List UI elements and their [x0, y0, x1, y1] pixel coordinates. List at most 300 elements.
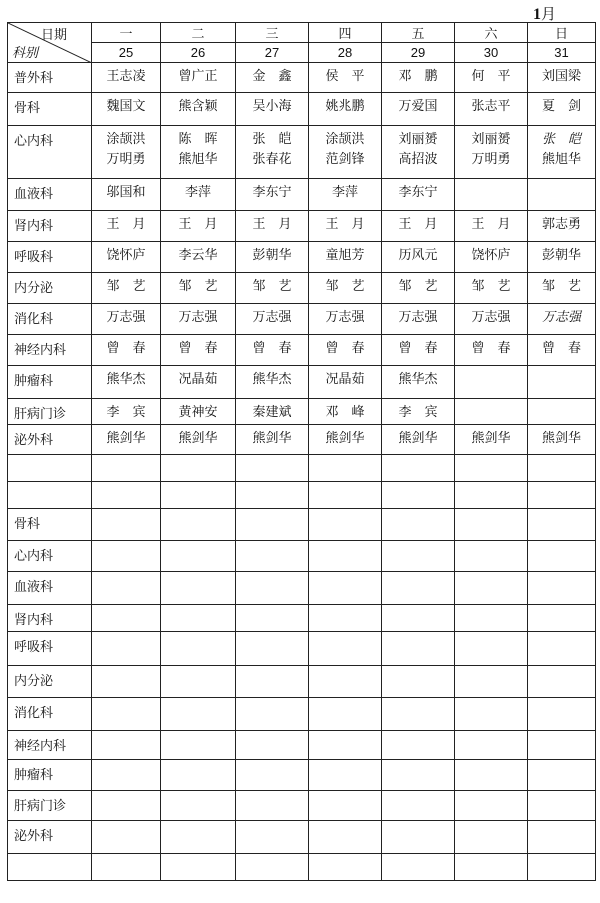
doctor-name: 张志平: [471, 99, 511, 114]
month-label: [533, 3, 556, 24]
duty-cell: [161, 605, 236, 632]
date-cell: 28: [309, 43, 382, 63]
duty-cell: [382, 572, 455, 605]
doctor-name: [161, 513, 235, 533]
roster-row: [8, 242, 596, 273]
doctor-name: [528, 403, 595, 423]
duty-cell: [528, 399, 596, 425]
duty-cell: [528, 698, 596, 731]
doctor-name: 万志强: [325, 310, 365, 325]
department-cell: 心内科: [8, 126, 92, 179]
duty-cell: [92, 211, 161, 242]
doctor-name: 彭朝华: [541, 248, 581, 263]
roster-row: [8, 482, 596, 509]
duty-cell: [92, 93, 161, 126]
duty-cell: [161, 666, 236, 698]
doctor-name: [309, 858, 381, 878]
doctor-name: [161, 795, 235, 815]
doctor-name: 刘丽赟: [471, 132, 511, 147]
doctor-name: [161, 858, 235, 878]
duty-cell: [455, 698, 528, 731]
doctor-name: [236, 636, 308, 656]
duty-cell: [236, 632, 309, 666]
doctor-name: 邓 鹏: [398, 69, 438, 84]
duty-cell: [161, 760, 236, 791]
duty-cell: [382, 399, 455, 425]
duty-cell: [455, 854, 528, 881]
department-cell: 消化科: [8, 698, 92, 731]
duty-cell: [161, 304, 236, 335]
doctor-name: [92, 858, 160, 878]
duty-cell: [528, 572, 596, 605]
doctor-name: 秦建斌: [252, 405, 292, 420]
duty-cell: [455, 632, 528, 666]
doctor-name: 王 月: [398, 217, 438, 232]
department-cell: 神经内科: [8, 335, 92, 366]
department-cell: 呼吸科: [8, 242, 92, 273]
doctor-name: [455, 735, 527, 755]
doctor-name: 范剑锋: [325, 152, 365, 167]
duty-cell: [309, 366, 382, 399]
department-cell: 心内科: [8, 541, 92, 572]
doctor-name: [309, 735, 381, 755]
roster-row: [8, 425, 596, 455]
doctor-name: [236, 513, 308, 533]
roster-row: [8, 572, 596, 605]
department-cell: 肝病门诊: [8, 399, 92, 425]
duty-cell: [455, 760, 528, 791]
doctor-name: 刘国梁: [541, 69, 581, 84]
doctor-name: [528, 459, 595, 479]
doctor-name: [382, 735, 454, 755]
roster-row: [8, 399, 596, 425]
doctor-name: [161, 764, 235, 784]
doctor-name: [455, 370, 527, 390]
duty-cell: [382, 509, 455, 541]
month-unit: 月: [540, 5, 556, 23]
duty-cell: [309, 126, 382, 179]
duty-cell: [236, 509, 309, 541]
doctor-name: 曾 春: [541, 341, 581, 356]
doctor-name: 曾 春: [398, 341, 438, 356]
duty-cell: [309, 821, 382, 854]
duty-cell: [382, 791, 455, 821]
duty-cell: [528, 605, 596, 632]
doctor-name: [236, 702, 308, 722]
doctor-name: 邹 艺: [252, 279, 292, 294]
duty-cell: [236, 605, 309, 632]
doctor-name: 邹 艺: [325, 279, 365, 294]
department-cell: [8, 854, 92, 881]
duty-cell: [236, 698, 309, 731]
doctor-name: [455, 513, 527, 533]
duty-cell: [309, 572, 382, 605]
weekday-cell: 五: [382, 23, 455, 43]
doctor-name: 陈 晖: [178, 132, 218, 147]
doctor-name: [309, 795, 381, 815]
duty-cell: [455, 821, 528, 854]
duty-cell: [92, 698, 161, 731]
department-cell: 血液科: [8, 179, 92, 211]
doctor-name: [236, 459, 308, 479]
doctor-name: 李 宾: [398, 405, 438, 420]
doctor-name: 金 鑫: [252, 69, 292, 84]
duty-cell: [382, 698, 455, 731]
doctor-name: [382, 459, 454, 479]
duty-cell: [528, 666, 596, 698]
doctor-name: [161, 825, 235, 845]
duty-cell: [161, 854, 236, 881]
doctor-name: 何 平: [471, 69, 511, 84]
department-cell: 消化科: [8, 304, 92, 335]
doctor-name: 熊剑华: [471, 431, 511, 446]
doctor-name: 饶怀庐: [471, 248, 511, 263]
duty-cell: [161, 632, 236, 666]
duty-cell: [528, 760, 596, 791]
doctor-name: [455, 764, 527, 784]
doctor-name: [382, 702, 454, 722]
duty-cell: [528, 126, 596, 179]
duty-cell: [455, 666, 528, 698]
duty-cell: [455, 304, 528, 335]
duty-cell: [309, 666, 382, 698]
roster-row: [8, 632, 596, 666]
doctor-name: 万爱国: [398, 99, 438, 114]
doctor-name: 熊华杰: [106, 372, 146, 387]
doctor-name: [528, 858, 595, 878]
duty-cell: [236, 455, 309, 482]
doctor-name: 吴小海: [252, 99, 292, 114]
duty-cell: [236, 366, 309, 399]
doctor-name: [382, 545, 454, 565]
duty-cell: [528, 632, 596, 666]
roster-row: [8, 273, 596, 304]
duty-cell: [382, 541, 455, 572]
duty-cell: [455, 93, 528, 126]
duty-cell: [236, 126, 309, 179]
doctor-name: [528, 370, 595, 390]
duty-cell: [528, 273, 596, 304]
doctor-name: 万志强: [541, 310, 581, 325]
doctor-name: [92, 513, 160, 533]
duty-cell: [236, 304, 309, 335]
duty-cell: [382, 211, 455, 242]
doctor-name: [455, 795, 527, 815]
doctor-name: 万志强: [471, 310, 511, 325]
duty-cell: [92, 455, 161, 482]
doctor-name: [382, 576, 454, 596]
doctor-name: [455, 486, 527, 506]
weekday-cell: 六: [455, 23, 528, 43]
doctor-name: 熊华杰: [398, 372, 438, 387]
doctor-name: [161, 609, 235, 629]
doctor-name: [528, 513, 595, 533]
duty-cell: [161, 509, 236, 541]
doctor-name: [92, 825, 160, 845]
doctor-name: [236, 764, 308, 784]
roster-row: [8, 93, 596, 126]
duty-cell: [309, 791, 382, 821]
doctor-name: 李萍: [331, 185, 358, 200]
duty-cell: [236, 273, 309, 304]
duty-cell: [236, 821, 309, 854]
doctor-name: 熊剑华: [252, 431, 292, 446]
doctor-name: [455, 670, 527, 690]
duty-cell: [309, 455, 382, 482]
duty-cell: [382, 605, 455, 632]
duty-cell: [382, 425, 455, 455]
doctor-name: [92, 636, 160, 656]
duty-cell: [455, 366, 528, 399]
doctor-name: [309, 513, 381, 533]
duty-cell: [309, 179, 382, 211]
month-number: 1: [532, 6, 541, 23]
doctor-name: [161, 735, 235, 755]
roster-row: [8, 791, 596, 821]
duty-cell: [309, 760, 382, 791]
duty-cell: [528, 93, 596, 126]
roster-row: [8, 698, 596, 731]
department-cell: 神经内科: [8, 731, 92, 760]
doctor-name: [528, 795, 595, 815]
duty-cell: [236, 541, 309, 572]
department-cell: 血液科: [8, 572, 92, 605]
doctor-name: 邬国和: [106, 185, 146, 200]
doctor-name: 万明勇: [471, 152, 511, 167]
duty-cell: [382, 482, 455, 509]
duty-cell: [92, 242, 161, 273]
doctor-name: [92, 735, 160, 755]
doctor-name: [92, 459, 160, 479]
doctor-name: 万志强: [106, 310, 146, 325]
doctor-name: 熊剑华: [325, 431, 365, 446]
duty-cell: [236, 760, 309, 791]
duty-cell: [92, 425, 161, 455]
duty-cell: [382, 93, 455, 126]
doctor-name: 邓 峰: [325, 405, 365, 420]
doctor-name: [309, 486, 381, 506]
duty-cell: [161, 366, 236, 399]
duty-cell: [161, 211, 236, 242]
doctor-name: 熊剑华: [398, 431, 438, 446]
department-cell: 肾内科: [8, 605, 92, 632]
doctor-name: [309, 702, 381, 722]
doctor-name: 曾广正: [178, 69, 218, 84]
doctor-name: [92, 702, 160, 722]
doctor-name: [161, 702, 235, 722]
roster-row: [8, 666, 596, 698]
doctor-name: 彭朝华: [252, 248, 292, 263]
roster-row: [8, 760, 596, 791]
doctor-name: [161, 545, 235, 565]
doctor-name: [92, 486, 160, 506]
doctor-name: [528, 735, 595, 755]
duty-cell: [236, 211, 309, 242]
doctor-name: [309, 636, 381, 656]
department-cell: 肝病门诊: [8, 791, 92, 821]
doctor-name: [528, 609, 595, 629]
duty-cell: [382, 455, 455, 482]
duty-cell: [92, 632, 161, 666]
duty-cell: [92, 304, 161, 335]
doctor-name: [382, 825, 454, 845]
duty-cell: [236, 572, 309, 605]
doctor-name: [309, 576, 381, 596]
roster-row: [8, 854, 596, 881]
duty-cell: [309, 425, 382, 455]
doctor-name: [455, 858, 527, 878]
duty-cell: [309, 304, 382, 335]
duty-cell: [92, 572, 161, 605]
doctor-name: [455, 609, 527, 629]
doctor-name: 李 宾: [106, 405, 146, 420]
department-cell: 普外科: [8, 63, 92, 93]
doctor-name: [92, 609, 160, 629]
duty-cell: [455, 605, 528, 632]
doctor-name: 李云华: [178, 248, 218, 263]
duty-cell: [236, 399, 309, 425]
doctor-name: 童旭芳: [325, 248, 365, 263]
duty-cell: [309, 605, 382, 632]
duty-cell: [161, 179, 236, 211]
duty-cell: [92, 791, 161, 821]
doctor-name: 邹 艺: [541, 279, 581, 294]
corner-date-label: 日期: [40, 28, 67, 43]
doctor-name: 熊华杰: [252, 372, 292, 387]
duty-cell: [92, 731, 161, 760]
doctor-name: [455, 459, 527, 479]
duty-cell: [309, 509, 382, 541]
duty-cell: [161, 126, 236, 179]
doctor-name: [528, 670, 595, 690]
doctor-name: 况晶茹: [325, 372, 365, 387]
duty-cell: [309, 632, 382, 666]
duty-cell: [92, 335, 161, 366]
roster-row: [8, 509, 596, 541]
duty-cell: [528, 455, 596, 482]
duty-cell: [455, 572, 528, 605]
doctor-name: [236, 858, 308, 878]
duty-roster-table: [7, 22, 596, 881]
duty-cell: [528, 179, 596, 211]
doctor-name: 刘丽赟: [398, 132, 438, 147]
doctor-name: [528, 764, 595, 784]
department-cell: 呼吸科: [8, 632, 92, 666]
duty-cell: [309, 273, 382, 304]
doctor-name: 万志强: [252, 310, 292, 325]
duty-cell: [382, 854, 455, 881]
doctor-name: [382, 764, 454, 784]
doctor-name: [528, 636, 595, 656]
doctor-name: 邹 艺: [178, 279, 218, 294]
doctor-name: 熊旭华: [541, 152, 581, 167]
doctor-name: 李东宁: [252, 185, 292, 200]
roster-row: [8, 179, 596, 211]
header-row-dates: [8, 43, 596, 63]
duty-cell: [309, 63, 382, 93]
department-cell: [8, 482, 92, 509]
weekday-cell: 二: [161, 23, 236, 43]
department-cell: 内分泌: [8, 666, 92, 698]
doctor-name: [382, 636, 454, 656]
duty-cell: [382, 126, 455, 179]
duty-cell: [92, 126, 161, 179]
duty-cell: [161, 399, 236, 425]
doctor-name: 王志凌: [106, 69, 146, 84]
duty-cell: [455, 791, 528, 821]
roster-row: [8, 335, 596, 366]
duty-cell: [161, 791, 236, 821]
duty-cell: [309, 93, 382, 126]
doctor-name: [528, 576, 595, 596]
doctor-name: [236, 795, 308, 815]
doctor-name: 邹 艺: [471, 279, 511, 294]
corner-subject-label: 科别: [12, 46, 39, 61]
department-cell: [8, 455, 92, 482]
duty-cell: [528, 211, 596, 242]
duty-cell: [382, 335, 455, 366]
duty-cell: [161, 425, 236, 455]
weekday-cell: 三: [236, 23, 309, 43]
duty-cell: [92, 63, 161, 93]
doctor-name: [528, 486, 595, 506]
duty-cell: [455, 273, 528, 304]
doctor-name: 王 月: [178, 217, 218, 232]
department-cell: 肿瘤科: [8, 366, 92, 399]
duty-cell: [455, 242, 528, 273]
department-cell: 内分泌: [8, 273, 92, 304]
duty-cell: [528, 335, 596, 366]
duty-cell: [236, 335, 309, 366]
doctor-name: 郭志勇: [541, 217, 581, 232]
roster-row: [8, 126, 596, 179]
doctor-name: 饶怀庐: [106, 248, 146, 263]
doctor-name: 王 月: [325, 217, 365, 232]
duty-cell: [92, 179, 161, 211]
duty-cell: [382, 63, 455, 93]
doctor-name: 姚兆鹏: [325, 99, 365, 114]
date-cell: 27: [236, 43, 309, 63]
doctor-name: [382, 486, 454, 506]
duty-cell: [309, 335, 382, 366]
roster-row: [8, 304, 596, 335]
doctor-name: [382, 858, 454, 878]
department-cell: 肿瘤科: [8, 760, 92, 791]
doctor-name: [236, 545, 308, 565]
doctor-name: 熊含颖: [178, 99, 218, 114]
doctor-name: [236, 486, 308, 506]
doctor-name: [161, 459, 235, 479]
duty-cell: [309, 482, 382, 509]
duty-cell: [382, 632, 455, 666]
duty-cell: [236, 854, 309, 881]
department-cell: 泌外科: [8, 425, 92, 455]
duty-cell: [455, 425, 528, 455]
duty-cell: [309, 211, 382, 242]
duty-cell: [161, 63, 236, 93]
doctor-name: 邹 艺: [398, 279, 438, 294]
duty-cell: [455, 399, 528, 425]
doctor-name: [236, 670, 308, 690]
duty-cell: [92, 366, 161, 399]
doctor-name: [161, 670, 235, 690]
doctor-name: 历风元: [398, 248, 438, 263]
doctor-name: 曾 春: [252, 341, 292, 356]
date-cell: 25: [92, 43, 161, 63]
department-cell: 泌外科: [8, 821, 92, 854]
doctor-name: 王 月: [252, 217, 292, 232]
duty-cell: [92, 605, 161, 632]
